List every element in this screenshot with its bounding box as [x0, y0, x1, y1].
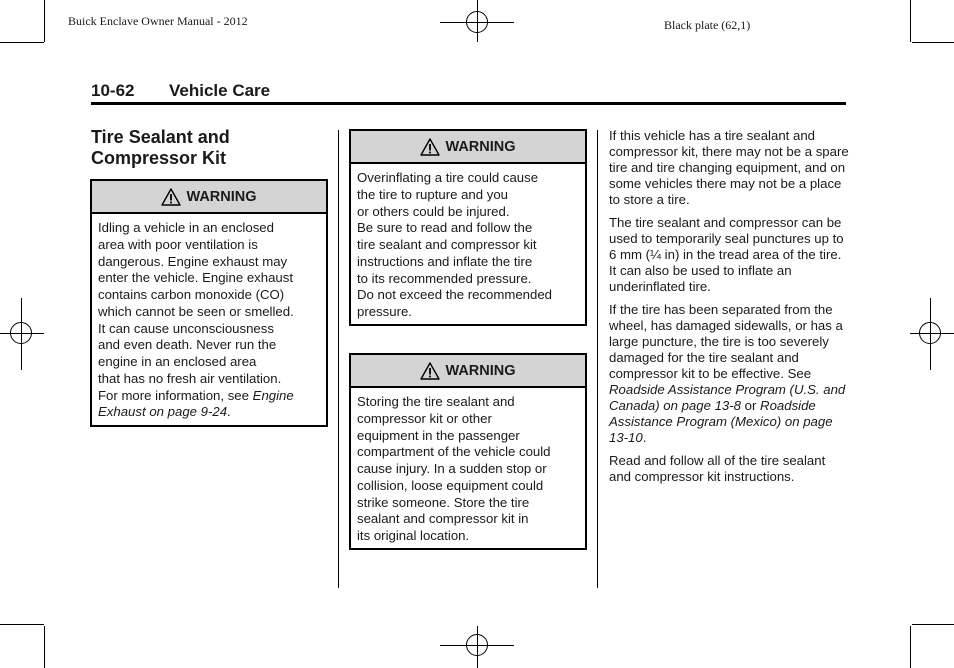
warning-label: WARNING [445, 362, 516, 379]
column-divider [597, 130, 598, 588]
paragraph: If this vehicle has a tire sealant and compressor kit, there may not be a spare tire and tire changing equipment, and on some vehicles there may not be a place to store a tire. [609, 128, 849, 207]
cross-reference-link[interactable]: Engine [252, 387, 294, 403]
warning-triangle-icon [420, 362, 440, 380]
warning-header [351, 355, 585, 388]
page-title: Tire Sealant and Compressor Kit [91, 127, 230, 168]
cross-reference-link[interactable]: Roadside Assistance Program (U.S. and Canada) on page 13-8 [609, 382, 846, 413]
section-title: Vehicle Care [169, 81, 271, 100]
right-column-text [609, 128, 849, 492]
warning-text: Storing the tire sealant and compressor kit or other equipment in the passenger compartment of the vehicle could cause injury. In a sudden stop or collision, loose equipment could strike someone. Store the tire sealant and compressor kit in its original location. [357, 394, 551, 543]
print-header-right: Black plate (62,1) [664, 18, 751, 32]
paragraph: Read and follow all of the tire sealant and compressor kit instructions. [609, 453, 826, 484]
warning-text: Overinflating a tire could cause the tire to rupture and you or others could be injured. Be sure to read and follow the tire sealant and compressor kit instructions and inflate the tire to its recommended pressure. Do not exceed the recommended pressure. [357, 170, 552, 319]
warning-triangle-icon [420, 138, 440, 156]
warning-label: WARNING [445, 138, 516, 155]
warning-triangle-icon [161, 188, 181, 206]
warning-header [92, 181, 326, 214]
paragraph: The tire sealant and compressor can be used to temporarily seal punctures up to 6 mm (¼ in) in the tread area of the tire. It can also be used to inflate an underinflated tire. [609, 215, 844, 294]
section-rule [91, 102, 846, 105]
warning-header [351, 131, 585, 164]
paragraph: If the tire has been separated from the wheel, has damaged sidewalls, or has a large puncture, the tire is too severely damaged for the tire sealant and compressor kit to be effective. See Roadside Assistance Program (U.S. and Canada) on page 13-8 or Roadside Assistance Program (Mexico) on page 13-10. [609, 302, 846, 445]
cross-reference: For more information, see Engine [98, 387, 294, 403]
column-divider [338, 130, 339, 588]
warning-label: WARNING [186, 188, 257, 205]
page-number: 10-62 [91, 81, 135, 100]
print-header-left: Buick Enclave Owner Manual - 2012 [68, 14, 248, 28]
warning-box-overinflating [349, 129, 587, 326]
cross-reference-link[interactable]: Exhaust on page 9-24 [98, 404, 228, 420]
warning-text: Idling a vehicle in an enclosed area with poor ventilation is dangerous. Engine exhaust may enter the vehicle. Engine exhaust contains carbon monoxide (CO) which cannot be seen or smelled. It can cause unconsciousness and even death. Never run the engine in an enclosed area that has no fresh air ventilation. For more information, see Engine Exhaust on page 9-24. [92, 214, 326, 421]
cross-reference-link[interactable]: Roadside Assistance Program (Mexico) on page 13-10 [609, 398, 833, 445]
warning-box-exhaust [90, 179, 328, 427]
warning-box-storage [349, 353, 587, 550]
section-header [91, 81, 270, 101]
